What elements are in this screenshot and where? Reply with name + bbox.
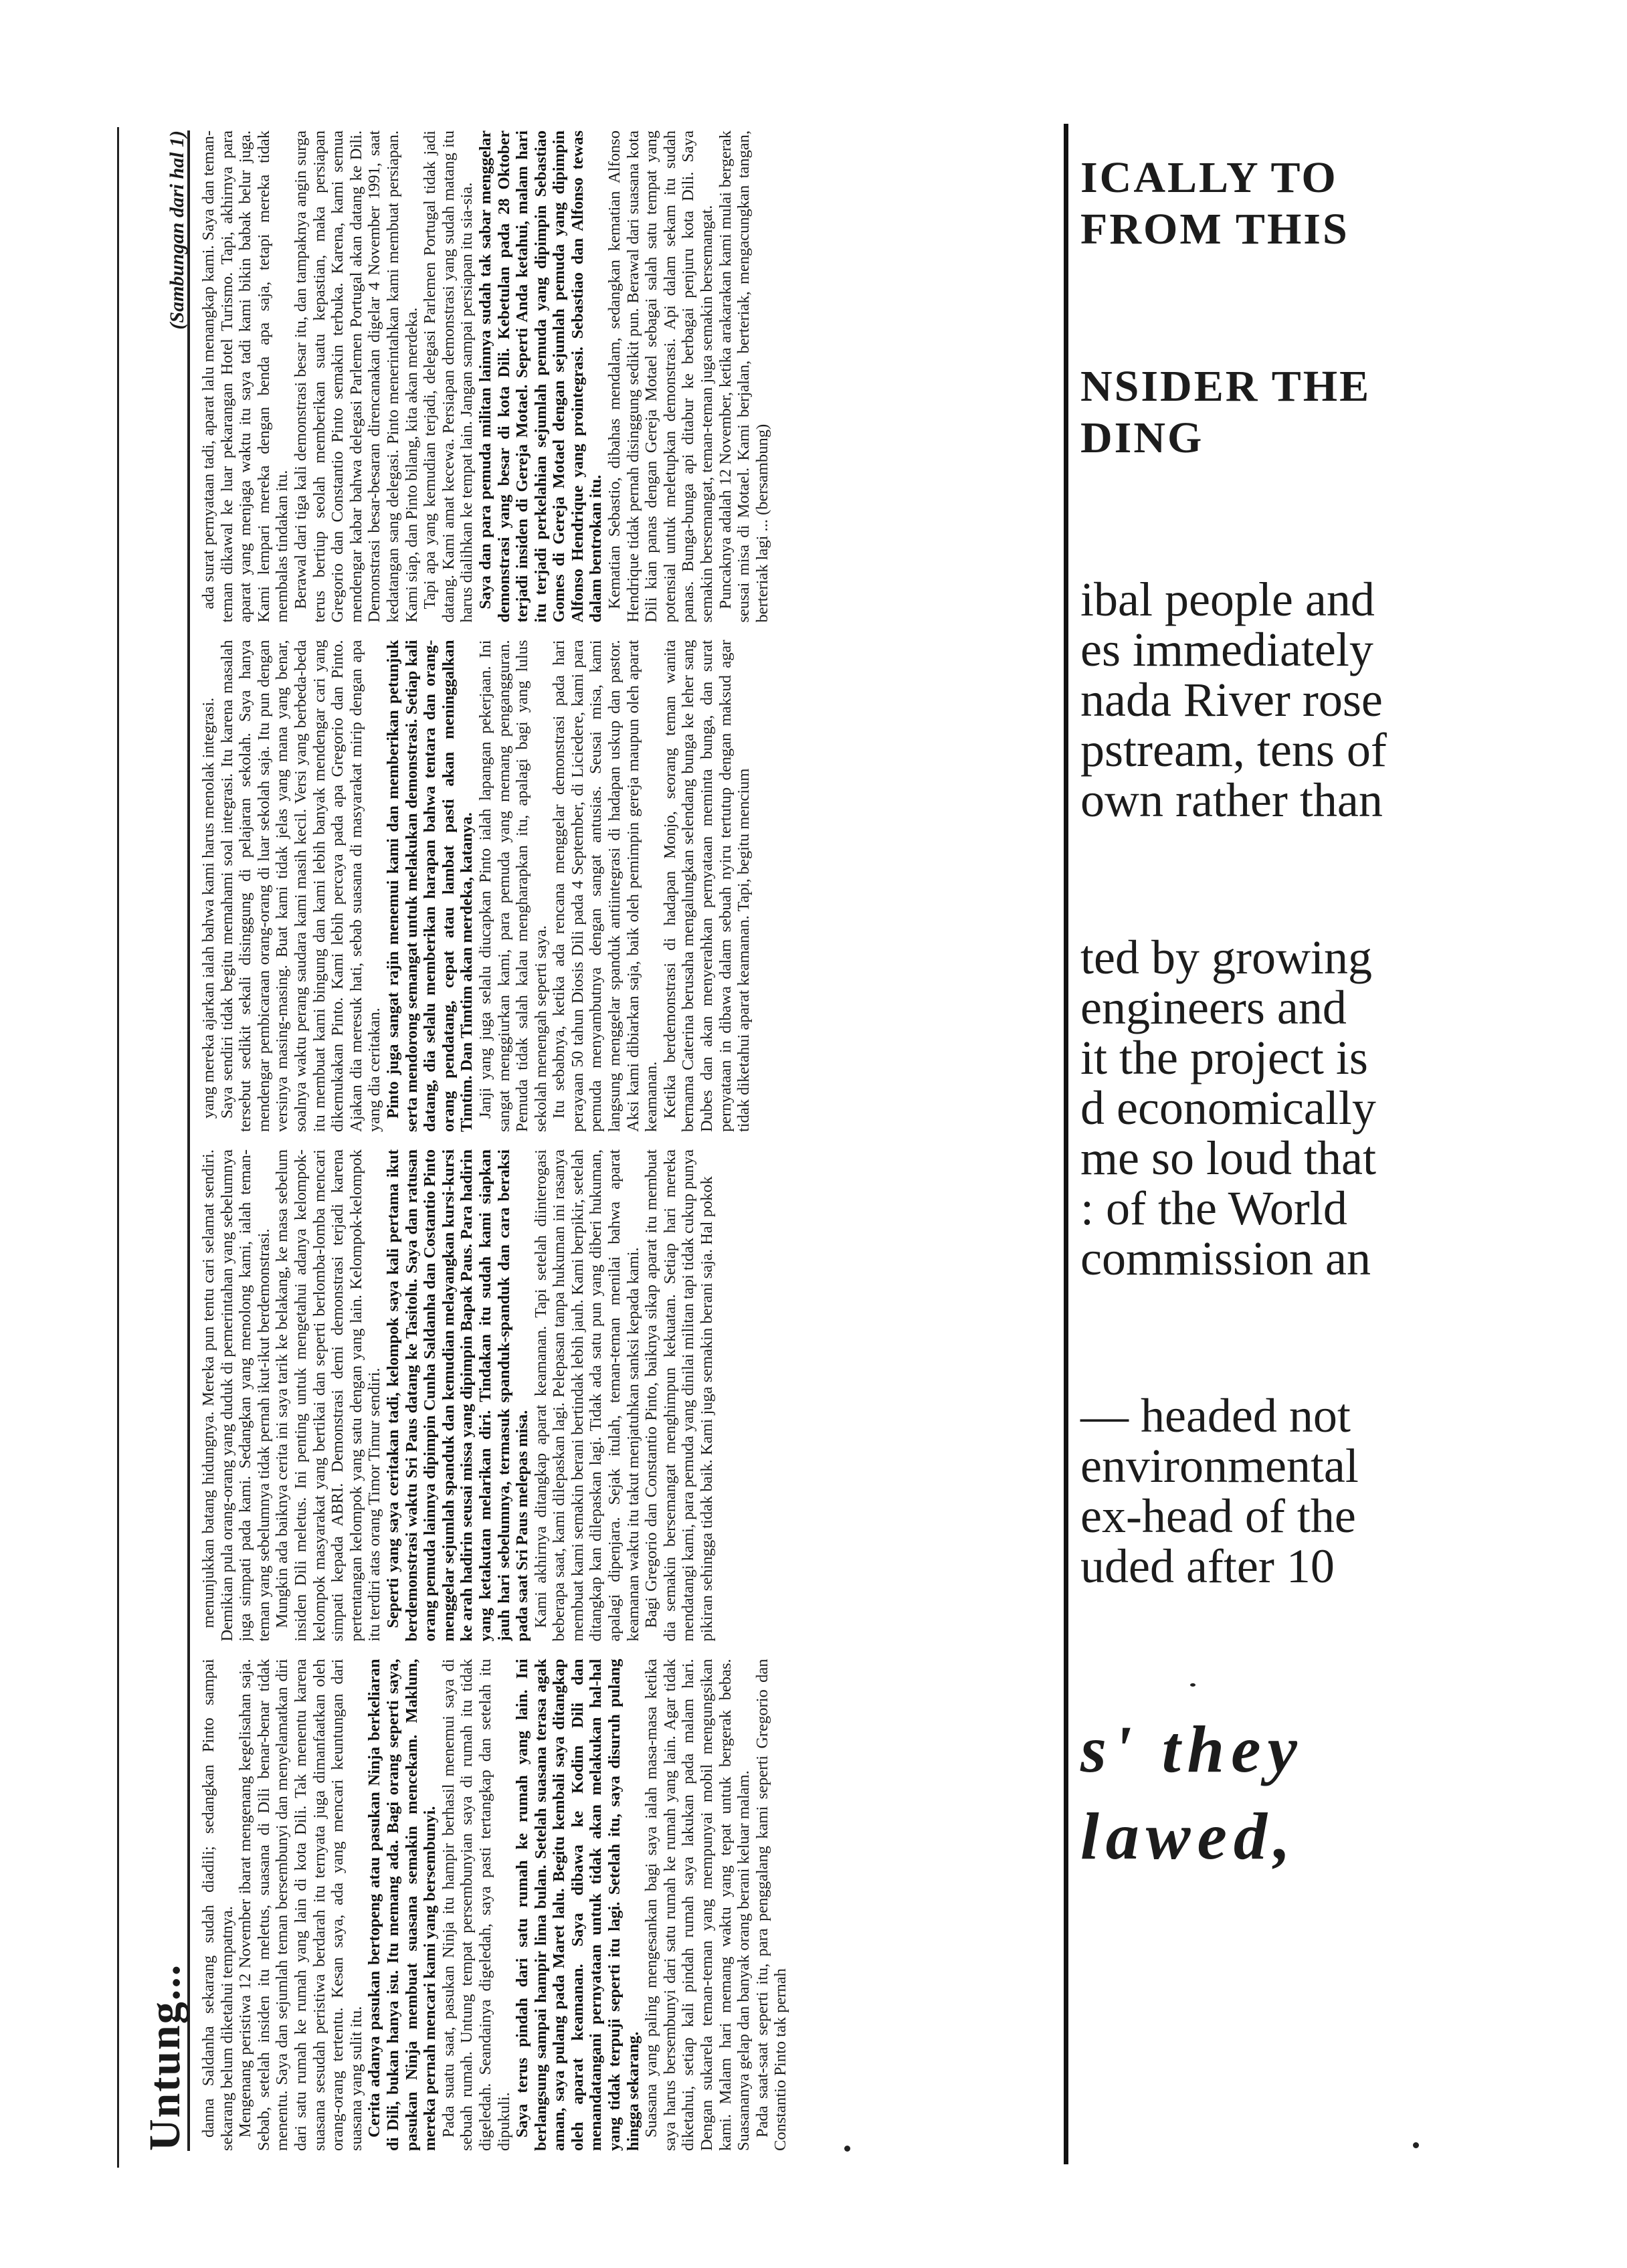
paragraph: Suasana yang paling mengesankan bagi saya ialah masa-masa ketika saya harus bersembunyi dari satu rumah ke rumah yang lain. Agar tidak diketahui, setiap kali pindah rumah saya lakukan pada malam hari. Dengan sukarela teman-teman yang mempunyai mobil mengungsikan kami. Malam hari memang waktu yang tepat untuk bergerak bebas. Suasananya gelap dan banyak orang berani keluar malam.: [642, 1659, 753, 2151]
paragraph: Tapi apa yang kemudian terjadi, delegasi Parlemen Portugal tidak jadi datang. Kami amat kecewa. Persiapan demonstrasi yang sudah matang itu harus dialihkan ke tempat lain. Jangan sampai persiapan itu sia-sia.: [421, 130, 476, 623]
paragraph: Itu sebabnya, ketika ada rencana menggelar demonstrasi pada hari perayaan 50 tahun Diosis Dili pada 4 September, di Liciedere, kami para pemuda menyambutnya dengan sangat antusias. Seusai misa, kami langsung menggelar spanduk antiintegrasi di hadapan uskup dan pastor. Aksi kami dibiarkan saja, baik oleh pemimpin gereja maupun oleh aparat keamanan.: [550, 640, 661, 1132]
fragment-pullquote-line: lawed,: [1080, 1799, 1297, 1873]
paragraph: Pada saat-saat seperti itu, para penggalang kami seperti Gregorio dan Constantio Pinto tak pernah: [753, 1659, 790, 2151]
fragment-text-line: : of the World: [1080, 1182, 1347, 1235]
paragraph: Mengenang peristiwa 12 November ibarat mengenang kegelisahan saja. Sebab, setelah insiden itu meletus, suasana di Dili benar-benar tidak menentu. Saya dan sejumlah teman bersembunyi dan menyelamatkan diri dari satu rumah ke rumah yang lain di kota Dili. Tak menentu karena suasana sesudah peristiwa berdarah itu ternyata juga dimanfaatkan oleh orang-orang tertentu. Kesan saya, ada yang mencari keuntungan dari suasana yang sulit itu.: [236, 1659, 365, 2151]
paragraph: menunjukkan batang hidungnya. Mereka pun tentu cari selamat sendiri. Demikian pula orang-orang yang duduk di pemerintahan yang sebelumnya juga simpati pada kami. Sedangkan yang menolong kami, ialah teman-teman yang sebelumnya tidak pernah ikut-ikut berdemonstrasi.: [199, 1149, 273, 1642]
paragraph: ada surat pernyataan tadi, aparat lalu menangkap kami. Saya dan teman-teman dikawal ke luar pekarangan Hotel Turismo. Tapi, akhirnya para aparat yang menjaga waktu itu saya tadi kami bikin babak belur juga. Kami lempari mereka dengan benda apa saja, tetapi mereka tidak membalas tindakan itu.: [199, 130, 292, 623]
fragment-text-line: nada River rose: [1080, 673, 1383, 727]
fragment-text-line: ibal people and: [1080, 573, 1375, 626]
newspaper-clipping: [114, 114, 1067, 2168]
article-column-4: [199, 130, 1039, 623]
paragraph: Saya terus pindah dari satu rumah ke rumah yang lain. Ini berlangsung sampai hampir lima bulan. Setelah suasana terasa agak aman, saya pulang pada Maret lalu. Begitu kembali saya ditangkap oleh aparat keamanan. Saya dibawa ke Kodim Dili dan menandatangani pernyataan untuk tidak akan melakukan hal-hal yang tidak terpuji seperti itu lagi. Setelah itu, saya disuruh pulang hingga sekarang.: [513, 1659, 642, 2151]
paragraph: Pada suatu saat, pasukan Ninja itu hampir berhasil menemui saya di sebuah rumah. Untung tempat persembunyian saya di rumah itu tidak digeledah. Seandainya digeledah, saya pasti tertangkap dan setelah itu dipukuli.: [439, 1659, 513, 2151]
speck: [1190, 1683, 1195, 1687]
paragraph: Saya dan para pemuda militan lainnya sudah tak sabar menggelar demonstrasi yang besar di kota Dili. Kebetulan pada 28 Oktober terjadi insiden di Gereja Motael. Seperti Anda ketahui, malam hari itu terjadi perkelahian sejumlah pemuda yang dipimpin Sebastiao Gomes di Gereja Motael dengan sejumlah pemuda yang dipimpin Alfonso Hendrique yang prointegrasi. Sebastiao dan Alfonso tewas dalam bentrokan itu.: [476, 130, 605, 623]
article-column-1: [199, 1659, 1039, 2152]
paragraph: Ketika berdemonstrasi di hadapan Monjo, seorang teman wanita bernama Caterina berusaha mengalungkan selendang bunga ke leher sang Dubes dan akan menyerahkan pernyataan meminta bunga, dan surat pernyataan in dibawa dalam sebuah nyiru tertutup dengan maksud agar tidak diketahui aparat keamanan. Tapi, begitu mencium: [660, 640, 753, 1132]
paragraph: Bagi Gregorio dan Constantio Pinto, baiknya sikap aparat itu membuat dia semakin bersemangat menghimpun kekuatan. Setiap hari mereka mendatangi kami, para pemuda yang dinilai militan tapi tidak cukup punya pikiran sehingga tidak baik. Kami juga semakin berani saja. Hal pokok: [642, 1149, 716, 1642]
fragment-text-line: es immediately: [1080, 623, 1373, 676]
continued-note: (Sambungan dari hal 1): [166, 130, 188, 330]
paragraph: Berawal dari tiga kali demonstrasi besar itu, dan tampaknya angin surga terus bertiup seolah memberikan suatu kepastian, maka persiapan Gregorio dan Constantio Pinto semakin terbuka. Karena, kami semua mendengar kabar bahwa delegasi Parlemen Portugal akan datang ke Dili. Demonstrasi besar-besaran direncanakan digelar 4 November 1991, saat kedatangan sang delegasi. Pinto menerintahkan kami membuat persiapan. Kami siap, dan Pinto bilang, kita akan merdeka.: [291, 130, 421, 623]
fragment-text-line: — headed not: [1080, 1389, 1351, 1442]
fragment-heading-line: NSIDER THE: [1080, 362, 1371, 411]
clipping-header: [124, 130, 190, 2151]
paragraph: Seperti yang saya ceritakan tadi, kelompok saya kali pertama ikut berdemonstrasi waktu Sri Paus datang ke Tasitolu. Saya dan ratusan orang pemuda lainnya dipimpin Cunha Saldanha dan Costantio Pinto menggelar sejumlah spanduk dan kemudian melayangkan kursi-kursi ke arah hadirin seusai missa yang dipimpin Bapak Paus. Para hadirin yang ketakutan melarikan diri. Tindakan itu sudah kami siapkan jauh hari sebelumnya, termasuk spanduk-spanduk dan cara beraksi pada saat Sri Paus melepas misa.: [383, 1149, 532, 1642]
fragment-heading-line: ICALLY TO: [1080, 153, 1338, 202]
fragment-heading-line: FROM THIS: [1080, 205, 1349, 254]
fragment-text-line: engineers and: [1080, 981, 1347, 1034]
paragraph: Cerita adanya pasukan bertopeng atau pasukan Ninja berkeliaran di Dili, bukan hanya isu. Itu memang ada. Bagi orang seperti saya, pasukan Ninja membuat suasana semakin mencekam. Maklum, mereka pernah mencari kami yang bersembunyi.: [365, 1659, 440, 2151]
paragraph: Puncaknya adalah 12 November, ketika arakarakan kami mulai bergerak seusai misa di Motael. Kami berjalan, berteriak, mengacungkan tangan, berteriak lagi ... (bersambung): [716, 130, 771, 623]
clipping-columns: [199, 130, 1039, 2151]
fragment-text-line: d economically: [1080, 1081, 1376, 1135]
fragment-text-line: ex-head of the: [1080, 1489, 1356, 1543]
paragraph: Kematian Sebastio, dibahas mendalam, sedangkan kematian Alfonso Hendrique tidak pernah disinggung sedikit pun. Berawal dari suasana kota Dili kian panas dengan Gereja Motael sebagai salah satu tempat yang potensial untuk meletupkan demonstrasi. Api dalam sekam itu sudah panas. Bunga-bunga api ditabur ke berbagai penjuru kota Dili. Saya semakin bersemangat, teman-teman juga semakin bersemangat.: [605, 130, 716, 623]
article-column-3: [199, 640, 1039, 1133]
fragment-text-line: environmental: [1080, 1439, 1359, 1493]
fragment-text-line: pstream, tens of: [1080, 723, 1387, 777]
fragment-text-line: ted by growing: [1080, 931, 1372, 984]
fragment-text-line: me so loud that: [1080, 1131, 1376, 1185]
speck: [844, 2146, 850, 2152]
paragraph: Mungkin ada baiknya cerita ini saya tarik ke belakang, ke masa sebelum insiden Dili meletus. Ini penting untuk mengetahui adanya kelompok-kelompok masyarakat yang bertikai dan seperti berlomba-lomba mencari simpati kepada ABRI. Demonstrasi demi demonstrasi terjadi karena pertentangan kelompok yang satu dengan yang lain. Kelompok-kelompok itu terdiri atas orang Timor Timur sendiri.: [273, 1149, 384, 1642]
paragraph: Saya sendiri tidak begitu memahami soal integrasi. Itu karena masalah tersebut sedikit sekali disinggung di pelajaran sekolah. Saya hanya mendengar pembicaraan orang-orang di luar sekolah saja. Itu pun dengan versinya masing-masing. Buat kami tidak jelas yang mana yang benar, soalnya waktu perang saudara kami masih kecil. Versi yang berbeda-beda itu membuat kami bingung dan kami lebih banyak mendengar cari yang dikemukakan Pinto. Kami lebih percaya pada apa Gregorio dan Pinto. Ajakan dia meresuk hati, sebab suasana di masyarakat mirip dengan apa yang dia ceritakan.: [217, 640, 384, 1132]
clipping-title: Untung...: [140, 1963, 189, 2151]
paragraph: Janji yang juga selalu diucapkan Pinto ialah lapangan pekerjaan. Ini sangat menggiurkan kami, para pemuda yang memang pengangguran. Pemuda tidak salah kalau mengharapkan itu, apalagi bagi yang lulus sekolah menengah seperti saya.: [476, 640, 550, 1132]
fragment-text-line: commission an: [1080, 1232, 1371, 1285]
paragraph: Pinto juga sangat rajin menemui kami dan memberikan petunjuk serta mendorong semangat untuk melakukan demonstrasi. Setiap kali datang, dia selalu memberikan harapan bahwa tentara dan orang-orang pendatang, cepat atau lambat pasti akan meninggalkan Timtim. Dan Timtim akan merdeka, katanya.: [383, 640, 476, 1132]
fragment-text-line: uded after 10: [1080, 1539, 1335, 1593]
clipping-edge-left: [117, 127, 119, 2168]
clipping-rotated-body: [117, 117, 1064, 2164]
speck: [1413, 2142, 1419, 2148]
fragment-heading-line: DING: [1080, 413, 1204, 462]
article-column-2: [199, 1149, 1039, 1642]
fragment-text-line: own rather than: [1080, 773, 1383, 827]
paragraph: danna Saldanha sekarang sudah diadili; sedangkan Pinto sampai sekarang belum diketahui tempatnya.: [199, 1659, 236, 2151]
fragment-text-line: it the project is: [1080, 1031, 1368, 1084]
paragraph: Kami akhirnya ditangkap aparat keamanan. Tapi setelah diinterogasi beberapa saat, kami dilepaskan lagi. Pelepasan tanpa hukuman ini rasanya membuat kami semakin berani bertindak lebih jauh. Kami berpikir, setelah ditangkap kan dilepaskan lagi. Tidak ada satu pun yang diberi hukuman, apalagi dipenjara. Sejak itulah, teman-teman menilai bahwa aparat keamanan waktu itu takut menjatuhkan sanksi kepada kami.: [531, 1149, 642, 1642]
fragment-pullquote-line: s' they: [1080, 1712, 1304, 1786]
paragraph: yang mereka ajarkan ialah bahwa kami harus menolak integrasi.: [199, 697, 217, 1119]
clipping-edge-right: [1064, 124, 1068, 2164]
